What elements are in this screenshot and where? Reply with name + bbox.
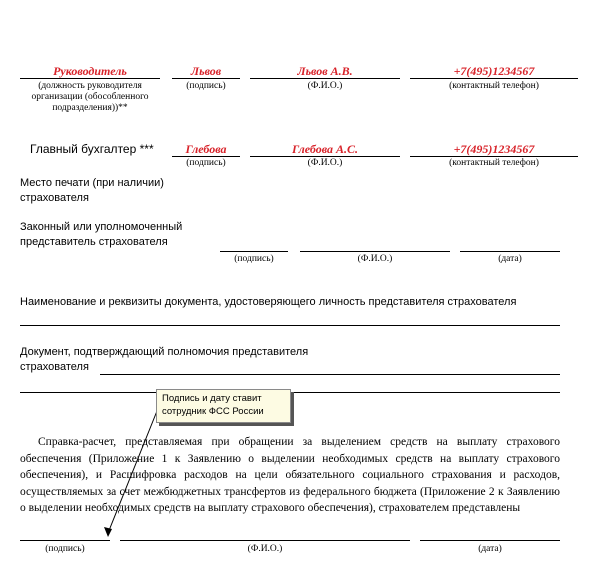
- authority-document-label: Документ, подтверждающий полномочия представителя страхователя: [20, 346, 309, 373]
- head-signature: Львов: [190, 64, 222, 78]
- accountant-label: Главный бухгалтер ***: [30, 142, 154, 156]
- head-position: Руководитель: [53, 64, 127, 78]
- accountant-signature-caption: (подпись): [186, 158, 226, 168]
- stamp-label: Место печати (при наличии) страхователя: [20, 177, 164, 204]
- accountant-fio-caption: (Ф.И.О.): [307, 158, 343, 168]
- representative-label: Законный или уполномоченный представитель страхователя: [20, 221, 183, 248]
- head-signature-caption: (подпись): [186, 81, 226, 91]
- callout-note: Подпись и дату ставит сотрудник ФСС России: [156, 389, 291, 423]
- head-phone: +7(495)1234567: [453, 64, 535, 78]
- representative-fio-caption: (Ф.И.О.): [357, 254, 393, 264]
- head-phone-caption: (контактный телефон): [449, 81, 539, 91]
- accountant-phone-caption: (контактный телефон): [449, 158, 539, 168]
- statement-date-caption: (дата): [478, 544, 502, 554]
- head-fio: Львов А.В.: [297, 64, 353, 78]
- id-document-label: Наименование и реквизиты документа, удостоверяющего личность представителя страхователя: [20, 296, 517, 308]
- head-position-caption: (должность руководителя организации (обособленного подразделения))**: [31, 81, 149, 113]
- statement-text: Справка-расчет, представляемая при обращении за выделением средств на выплату страхового обеспечения (Приложение 1 к Заявлению о выделении необходимых средств на выплату страхового обеспечения), и Расшифровка расходов на цели обязательного социального страхования и расходов, осуществляемых за счет межбюджетных трансфертов из федерального бюджета (Приложение 2 к Заявлению о выделении необходимых средств на выплату страхового обеспечения), страхователем представлены: [20, 436, 560, 514]
- representative-signature-caption: (подпись): [234, 254, 274, 264]
- statement-fio-caption: (Ф.И.О.): [247, 544, 283, 554]
- representative-date-caption: (дата): [498, 254, 522, 264]
- accountant-phone: +7(495)1234567: [453, 142, 535, 156]
- head-fio-caption: (Ф.И.О.): [307, 81, 343, 91]
- accountant-signature: Глебова: [185, 142, 227, 156]
- statement-signature-caption: (подпись): [45, 544, 85, 554]
- accountant-fio: Глебова А.С.: [291, 142, 359, 156]
